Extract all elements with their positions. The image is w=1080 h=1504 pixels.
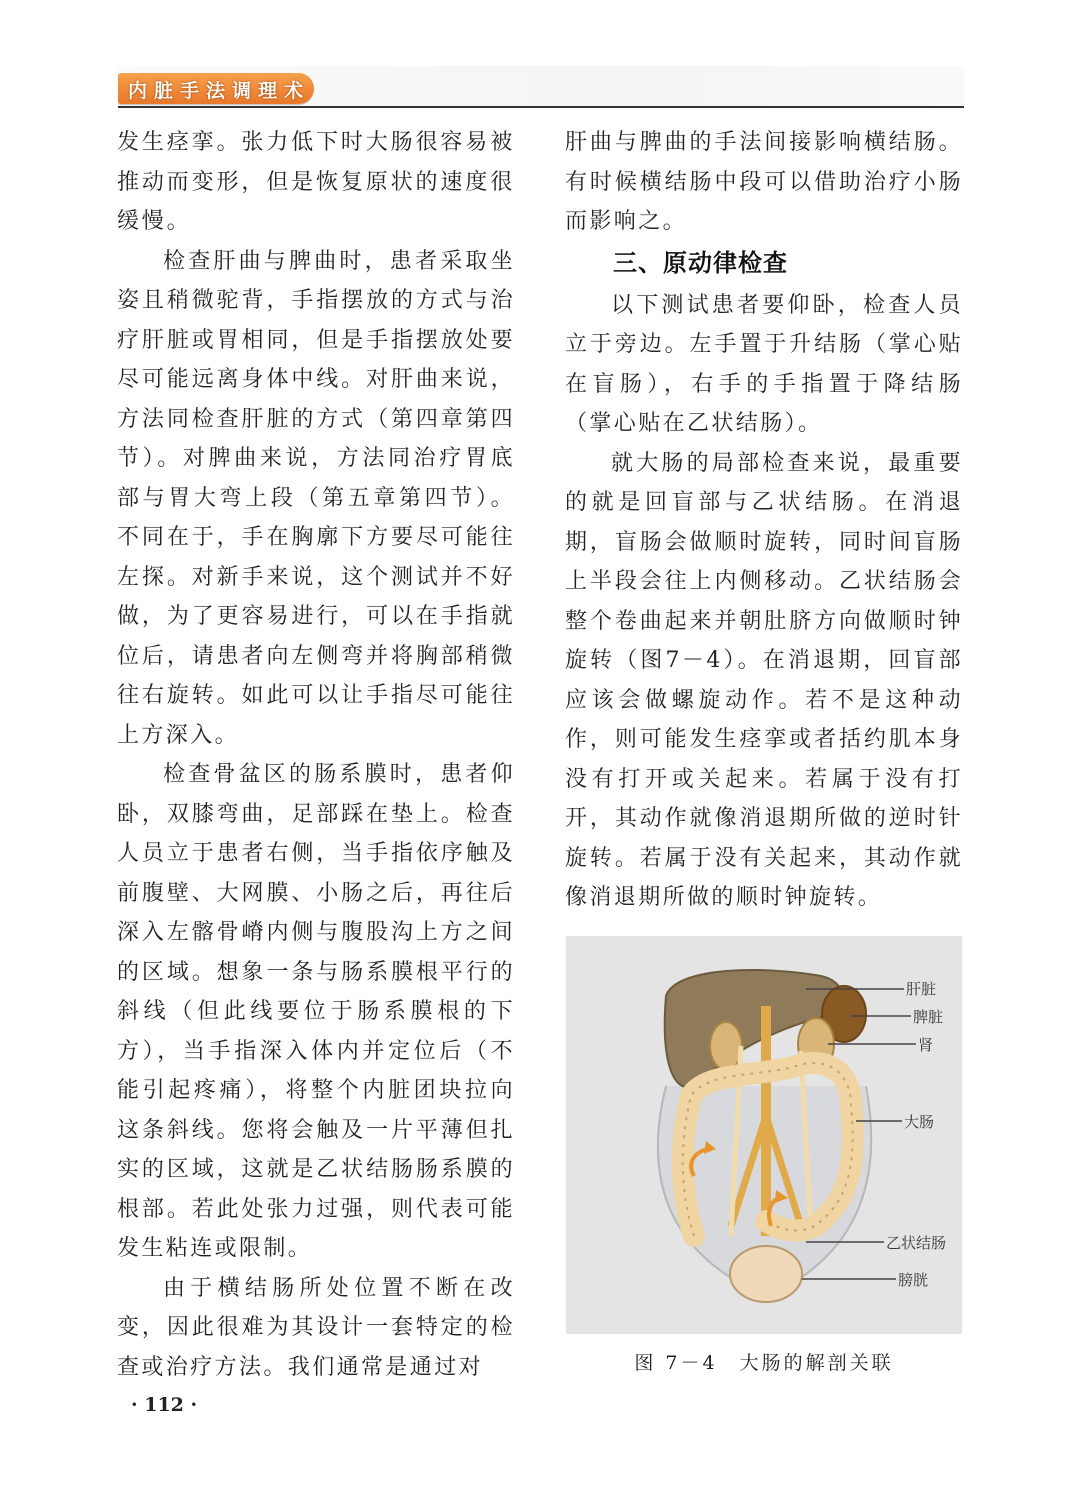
label-bladder: 膀胱 [898,1271,929,1289]
label-kidney: 肾 [918,1036,934,1054]
left-paragraph-1: 发生痉挛。张力低下时大肠很容易被推动而变形，但是恢复原状的速度很缓慢。 [117,130,515,234]
section-title: 三、原动律检查 [613,248,788,277]
running-header-title: 内脏手法调理术 [128,80,311,102]
left-paragraph-3: 检查骨盆区的肠系膜时，患者仰卧，双膝弯曲，足部踩在垫上。检查人员立于患者右侧，当手指依序触及前腹壁、大网膜、小肠之后，再往后深入左髂骨嵴内侧与腹股沟上方之间的区域。想象一条与肠系膜根平行的斜线（但此线要位于肠系膜根的下方），当手指深入体内并定位后（不能引起疼痛），将整个内脏团块拉向这条斜线。您将会触及一片平薄但扎实的区域，这就是乙状结肠肠系膜的根部。若此处张力过强，则代表可能发生粘连或限制。 [117,762,515,1261]
header-rule [118,106,964,108]
label-colon: 大肠 [904,1113,935,1131]
figure-caption: 图 7－4 大肠的解剖关联 [634,1352,894,1374]
right-paragraph-top: 肝曲与脾曲的手法间接影响横结肠。有时候横结肠中段可以借助治疗小肠而影响之。 [565,130,963,234]
label-spleen: 脾脏 [913,1008,944,1026]
left-column [117,123,515,1387]
left-paragraph-4: 由于横结肠所处位置不断在改变，因此很难为其设计一套特定的检查或治疗方法。我们通常是通过对 [117,1275,515,1380]
left-paragraph-2: 检查肝曲与脾曲时，患者采取坐姿且稍微驼背，手指摆放的方式与治疗肝脏或胃相同，但是手指摆放处要尽可能远离身体中线。对肝曲来说，方法同检查肝脏的方式（第四章第四节）。对脾曲来说，方法同治疗胃底部与胃大弯上段（第五章第四节）。不同在于，手在胸廓下方要尽可能往左探。对新手来说，这个测试并不好做，为了更容易进行，可以在手指就位后，请患者向左侧弯并将胸部稍微往右旋转。如此可以让手指尽可能往上方深入。 [117,248,515,748]
label-sigmoid: 乙状结肠 [886,1234,947,1252]
large-intestine-illustration [566,936,962,1334]
bladder-shape [730,1246,802,1302]
page-number: · 112 · [131,1394,198,1416]
anatomy-figure [566,936,962,1334]
right-paragraph-2: 就大肠的局部检查来说，最重要的就是回盲部与乙状结肠。在消退期，盲肠会做顺时旋转，同时间盲肠上半段会往上内侧移动。乙状结肠会整个卷曲起来并朝肚脐方向做顺时钟旋转（图7－4）。在消退期，回盲部应该会做螺旋动作。若不是这种动作，则可能发生痉挛或者括约肌本身没有打开或关起来。若属于没有打开，其动作就像消退期所做的逆时针旋转。若属于没有关起来，其动作就像消退期所做的顺时钟旋转。 [565,450,963,910]
right-paragraph-1: 以下测试患者要仰卧，检查人员立于旁边。左手置于升结肠（掌心贴在盲肠），右手的手指置于降结肠（掌心贴在乙状结肠）。 [565,292,963,436]
label-liver: 肝脏 [906,980,937,998]
right-column [565,123,963,918]
kidney-left-shape [710,1022,742,1070]
